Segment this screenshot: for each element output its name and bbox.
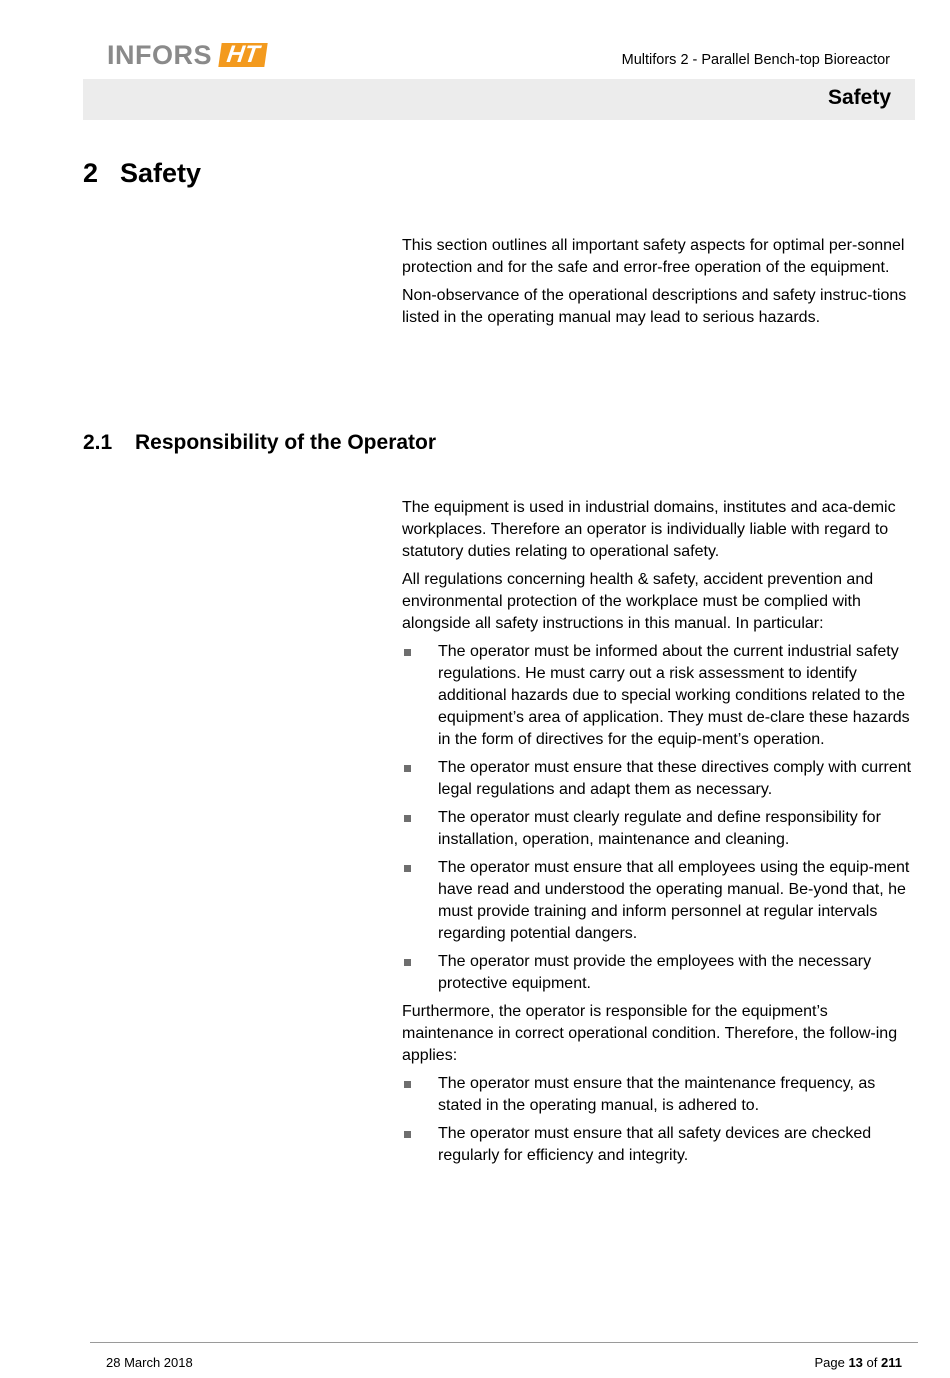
- square-bullet-icon: [404, 1081, 411, 1088]
- footer-date: 28 March 2018: [106, 1355, 193, 1370]
- paragraph: Non-observance of the operational descriptions and safety instruc-tions listed in the operating manual may lead to serious hazards.: [402, 287, 907, 326]
- square-bullet-icon: [404, 815, 411, 822]
- logo-text: INFORS: [107, 39, 213, 70]
- square-bullet-icon: [404, 649, 411, 656]
- requirements-list: [402, 641, 916, 995]
- section-number: 2: [83, 158, 99, 188]
- list-item: [402, 641, 916, 751]
- square-bullet-icon: [404, 765, 411, 772]
- section-heading: [83, 158, 201, 189]
- list-item: [402, 951, 916, 995]
- list-item: [402, 807, 916, 851]
- square-bullet-icon: [404, 865, 411, 872]
- list-item: [402, 1123, 916, 1167]
- list-item: [402, 1073, 916, 1117]
- list-item-text: The operator must ensure that all safety devices are checked regularly for efficiency and integrity.: [438, 1125, 872, 1164]
- list-item-text: The operator must be informed about the current industrial safety regulations. He must carry out a risk assessment to identify additional hazards due to special working conditions related to the equipment’s area of application. They must de-clare these hazards in the form of directives for the equip-ment’s operation.: [438, 643, 910, 748]
- section-header-band: [83, 79, 915, 120]
- page-of: of: [866, 1355, 878, 1370]
- paragraph: This section outlines all important safety aspects for optimal per-sonnel protection and for the safe and error-free operation of the equipment.: [402, 237, 905, 276]
- list-item: [402, 857, 916, 945]
- subsection-number: 2.1: [83, 431, 113, 454]
- section-intro: [402, 235, 916, 335]
- page-total: 211: [881, 1355, 902, 1370]
- subsection-heading: [83, 431, 436, 455]
- square-bullet-icon: [404, 1131, 411, 1138]
- page-current: 13: [848, 1355, 863, 1370]
- maintenance-list: [402, 1073, 916, 1167]
- list-item-text: The operator must ensure that these directives comply with current legal regulations and adapt them as necessary.: [438, 759, 912, 798]
- paragraph: All regulations concerning health & safety, accident prevention and environmental protection of the workplace must be complied with alongside all safety instructions in this manual. In particular:: [402, 571, 874, 632]
- list-item: [402, 757, 916, 801]
- section-title: Safety: [120, 158, 202, 188]
- paragraph: Furthermore, the operator is responsible for the equipment’s maintenance in correct operational condition. Therefore, the follow-ing applies:: [402, 1003, 898, 1064]
- list-item-text: The operator must provide the employees with the necessary protective equipment.: [438, 953, 872, 992]
- list-item-text: The operator must clearly regulate and define responsibility for installation, operation, maintenance and cleaning.: [438, 809, 881, 848]
- product-title: Multifors 2 - Parallel Bench-top Bioreactor: [621, 52, 890, 68]
- page-number: [814, 1355, 902, 1370]
- header-section-label: Safety: [827, 86, 891, 109]
- list-item-text: The operator must ensure that the maintenance frequency, as stated in the operating manual, is adhered to.: [438, 1075, 876, 1114]
- footer-divider: [90, 1342, 918, 1343]
- square-bullet-icon: [404, 959, 411, 966]
- paragraph: The equipment is used in industrial domains, institutes and aca-demic workplaces. Therefore an operator is individually liable with regard to statutory duties relating to operational safety.: [402, 499, 896, 560]
- page-prefix: Page: [814, 1355, 845, 1370]
- logo-badge: HT: [218, 43, 267, 67]
- subsection-body: [402, 497, 916, 1173]
- company-logo: [107, 40, 266, 70]
- subsection-title: Responsibility of the Operator: [135, 431, 437, 454]
- list-item-text: The operator must ensure that all employees using the equip-ment have read and understood the operating manual. Be-yond that, he must provide training and inform personnel at regular intervals regarding potential dangers.: [438, 859, 910, 942]
